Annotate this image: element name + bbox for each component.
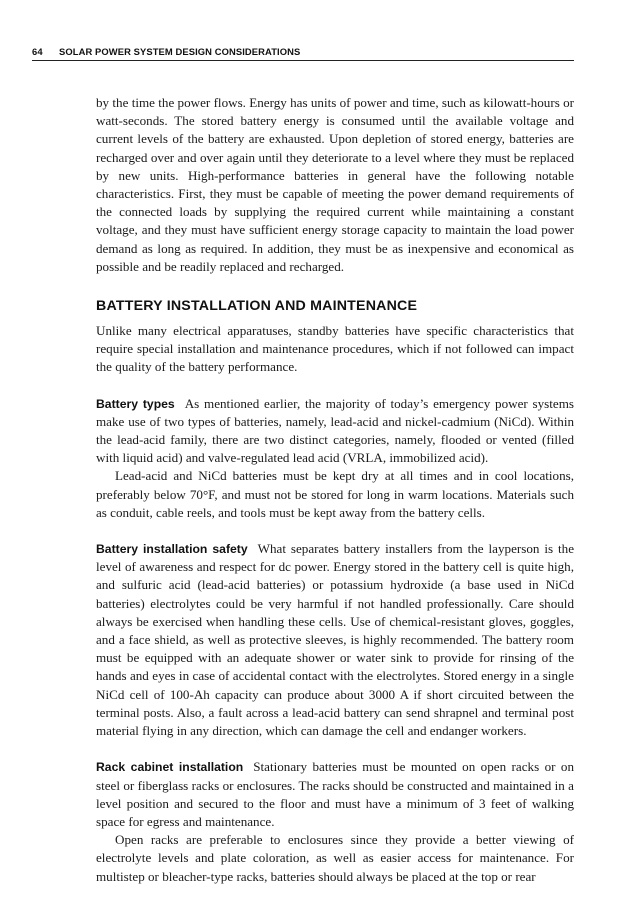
installation-safety-text: What separates battery installers from the layperson is the level of awareness and respect for dc power. Energy stored in the battery cell is quite high, and sulfuric acid (lead-acid batteries) or potassium hydroxide (a base used in NiCd batteries) electrolytes could be very harmful if not handled professionally. Care should always be exercised when handling these cells. Use of chemical-resistant gloves, goggles, and a face shield, as well as protective sleeves, is highly recommended. The battery room must be equipped with an adequate shower or water sink to provide for rinsing of the hands and eyes in case of accidental contact with the electrolytes. Stored energy in a single NiCd cell of 100-Ah capacity can produce about 3000 A if short circuited between the terminal posts. Also, a fault across a lead-acid battery can send shrapnel and terminal post material flying in any direction, which can damage the cell and endanger workers.: [96, 541, 575, 739]
rack-cabinet-paragraph-2: Open racks are preferable to enclosures since they provide a better viewing of electrolyte levels and plate coloration, as well as easier access for maintenance. For multistep or bleacher-type racks, batteries should always be placed at the top or rear: [96, 832, 574, 884]
battery-types-paragraph-1: [96, 395, 574, 468]
installation-safety-paragraph: [96, 540, 574, 740]
installation-safety-heading: Battery installation safety: [96, 542, 248, 557]
battery-types-text-1: As mentioned earlier, the majority of today’s emergency power systems make use of two types of batteries, namely, lead-acid and nickel-cadmium (NiCd). Within the lead-acid family, there are two distinct categories, namely, flooded or vented (filled with liquid acid) and valve-regulated lead acid (VRLA, immobilized acid).: [96, 395, 574, 466]
body-text: [96, 94, 574, 886]
running-head-title: SOLAR POWER SYSTEM DESIGN CONSIDERATIONS: [59, 46, 301, 57]
rack-cabinet-text-1: Stationary batteries must be mounted on open racks or on steel or fiberglass racks or enclosures. The racks should be constructed and maintained in a level position and secured to the floor and must have a minimum of 3 feet of walking space for egress and maintenance.: [96, 759, 575, 829]
installation-safety-section: [96, 540, 574, 740]
section-intro-paragraph: Unlike many electrical apparatuses, standby batteries have specific characteristics that require special installation and maintenance procedures, which if not followed can impact the quality of the battery performance.: [96, 323, 574, 375]
rack-cabinet-paragraph-1: [96, 758, 574, 831]
intro-paragraph: by the time the power flows. Energy has units of power and time, such as kilowatt-hours or watt-seconds. The stored battery energy is consumed until the available voltage and current levels of the battery are exhausted. Upon depletion of stored energy, batteries are recharged over and over again until they deteriorate to a level where they must be replaced by new units. High-performance batteries in general have the following notable characteristics. First, they must be capable of meeting the power demand requirements of the connected loads by supplying the required current while maintaining a constant voltage, and they must have sufficient energy storage capacity to maintain the load power demand as long as required. In addition, they must be as inexpensive and economical as possible and be readily replaced and recharged.: [96, 95, 574, 274]
running-head: [32, 46, 574, 61]
battery-types-paragraph-2: Lead-acid and NiCd batteries must be kept dry at all times and in cool locations, preferably below 70°F, and must not be stored for long in warm locations. Materials such as conduit, cable reels, and tools must be kept away from the battery cells.: [96, 468, 574, 520]
rack-cabinet-section: [96, 758, 574, 885]
battery-types-section: [96, 395, 574, 522]
battery-types-heading: Battery types: [96, 396, 175, 411]
rack-cabinet-heading: Rack cabinet installation: [96, 760, 244, 775]
page-number: 64: [32, 46, 43, 57]
section-heading: BATTERY INSTALLATION AND MAINTENANCE: [96, 298, 418, 315]
